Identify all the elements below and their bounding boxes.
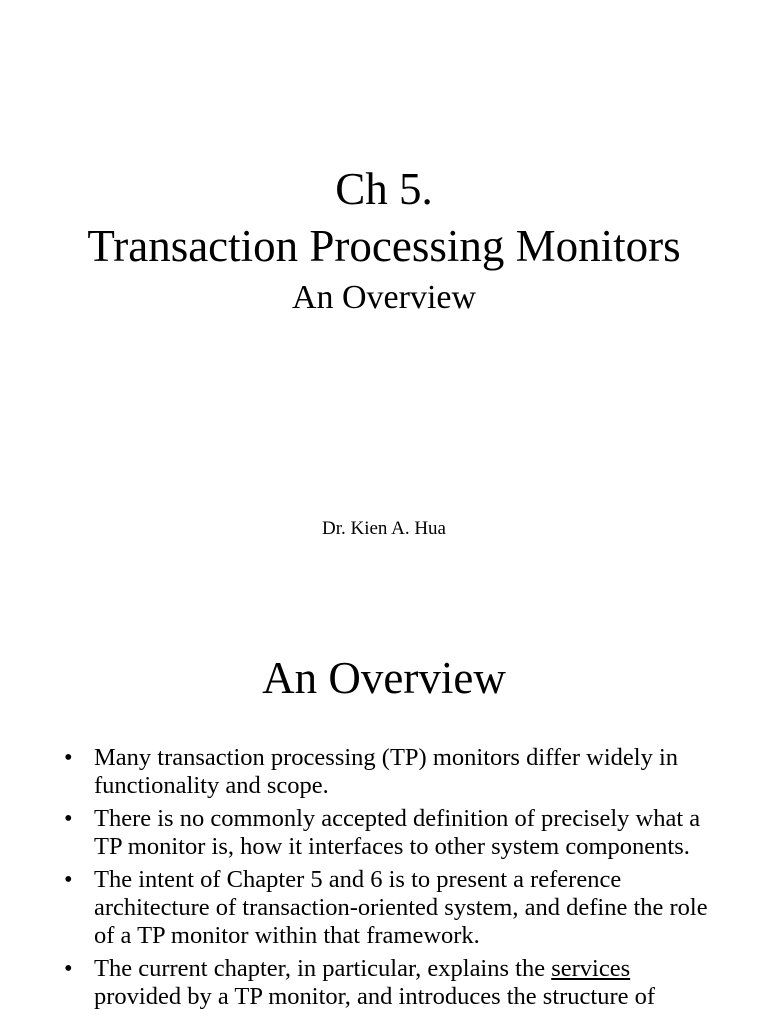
bullet-item	[62, 866, 712, 950]
bullet-icon: •	[64, 955, 73, 982]
bullet-icon: •	[64, 866, 73, 893]
bullet-icon: •	[64, 805, 73, 832]
bullet-list	[62, 744, 712, 1016]
bullet-item	[62, 955, 712, 1011]
bullet-text: Many transaction processing (TP) monitors differ widely in functionality and scope.	[94, 744, 679, 799]
chapter-number: Ch 5.	[335, 164, 433, 214]
author-name: Dr. Kien A. Hua	[321, 518, 446, 539]
bullet-text: The intent of Chapter 5 and 6 is to present a reference architecture of transaction-oriented system, and define the role of a TP monitor within that framework.	[94, 866, 708, 949]
bullet-text-underlined: services	[551, 955, 631, 982]
bullet-item	[62, 744, 712, 800]
bullet-item	[62, 805, 712, 861]
overview-slide	[0, 600, 768, 1024]
bullet-icon: •	[64, 744, 73, 771]
overview-title: An Overview	[262, 653, 506, 703]
slide-title: Transaction Processing Monitors	[87, 221, 681, 271]
bullet-text: There is no commonly accepted definition of precisely what a TP monitor is, how it interfaces to other system components.	[94, 805, 701, 860]
bullet-text-after: provided by a TP monitor, and introduces the structure of	[94, 983, 656, 1010]
slide-subtitle: An Overview	[291, 279, 477, 316]
bullet-text-before: The current chapter, in particular, explains the	[94, 955, 552, 982]
